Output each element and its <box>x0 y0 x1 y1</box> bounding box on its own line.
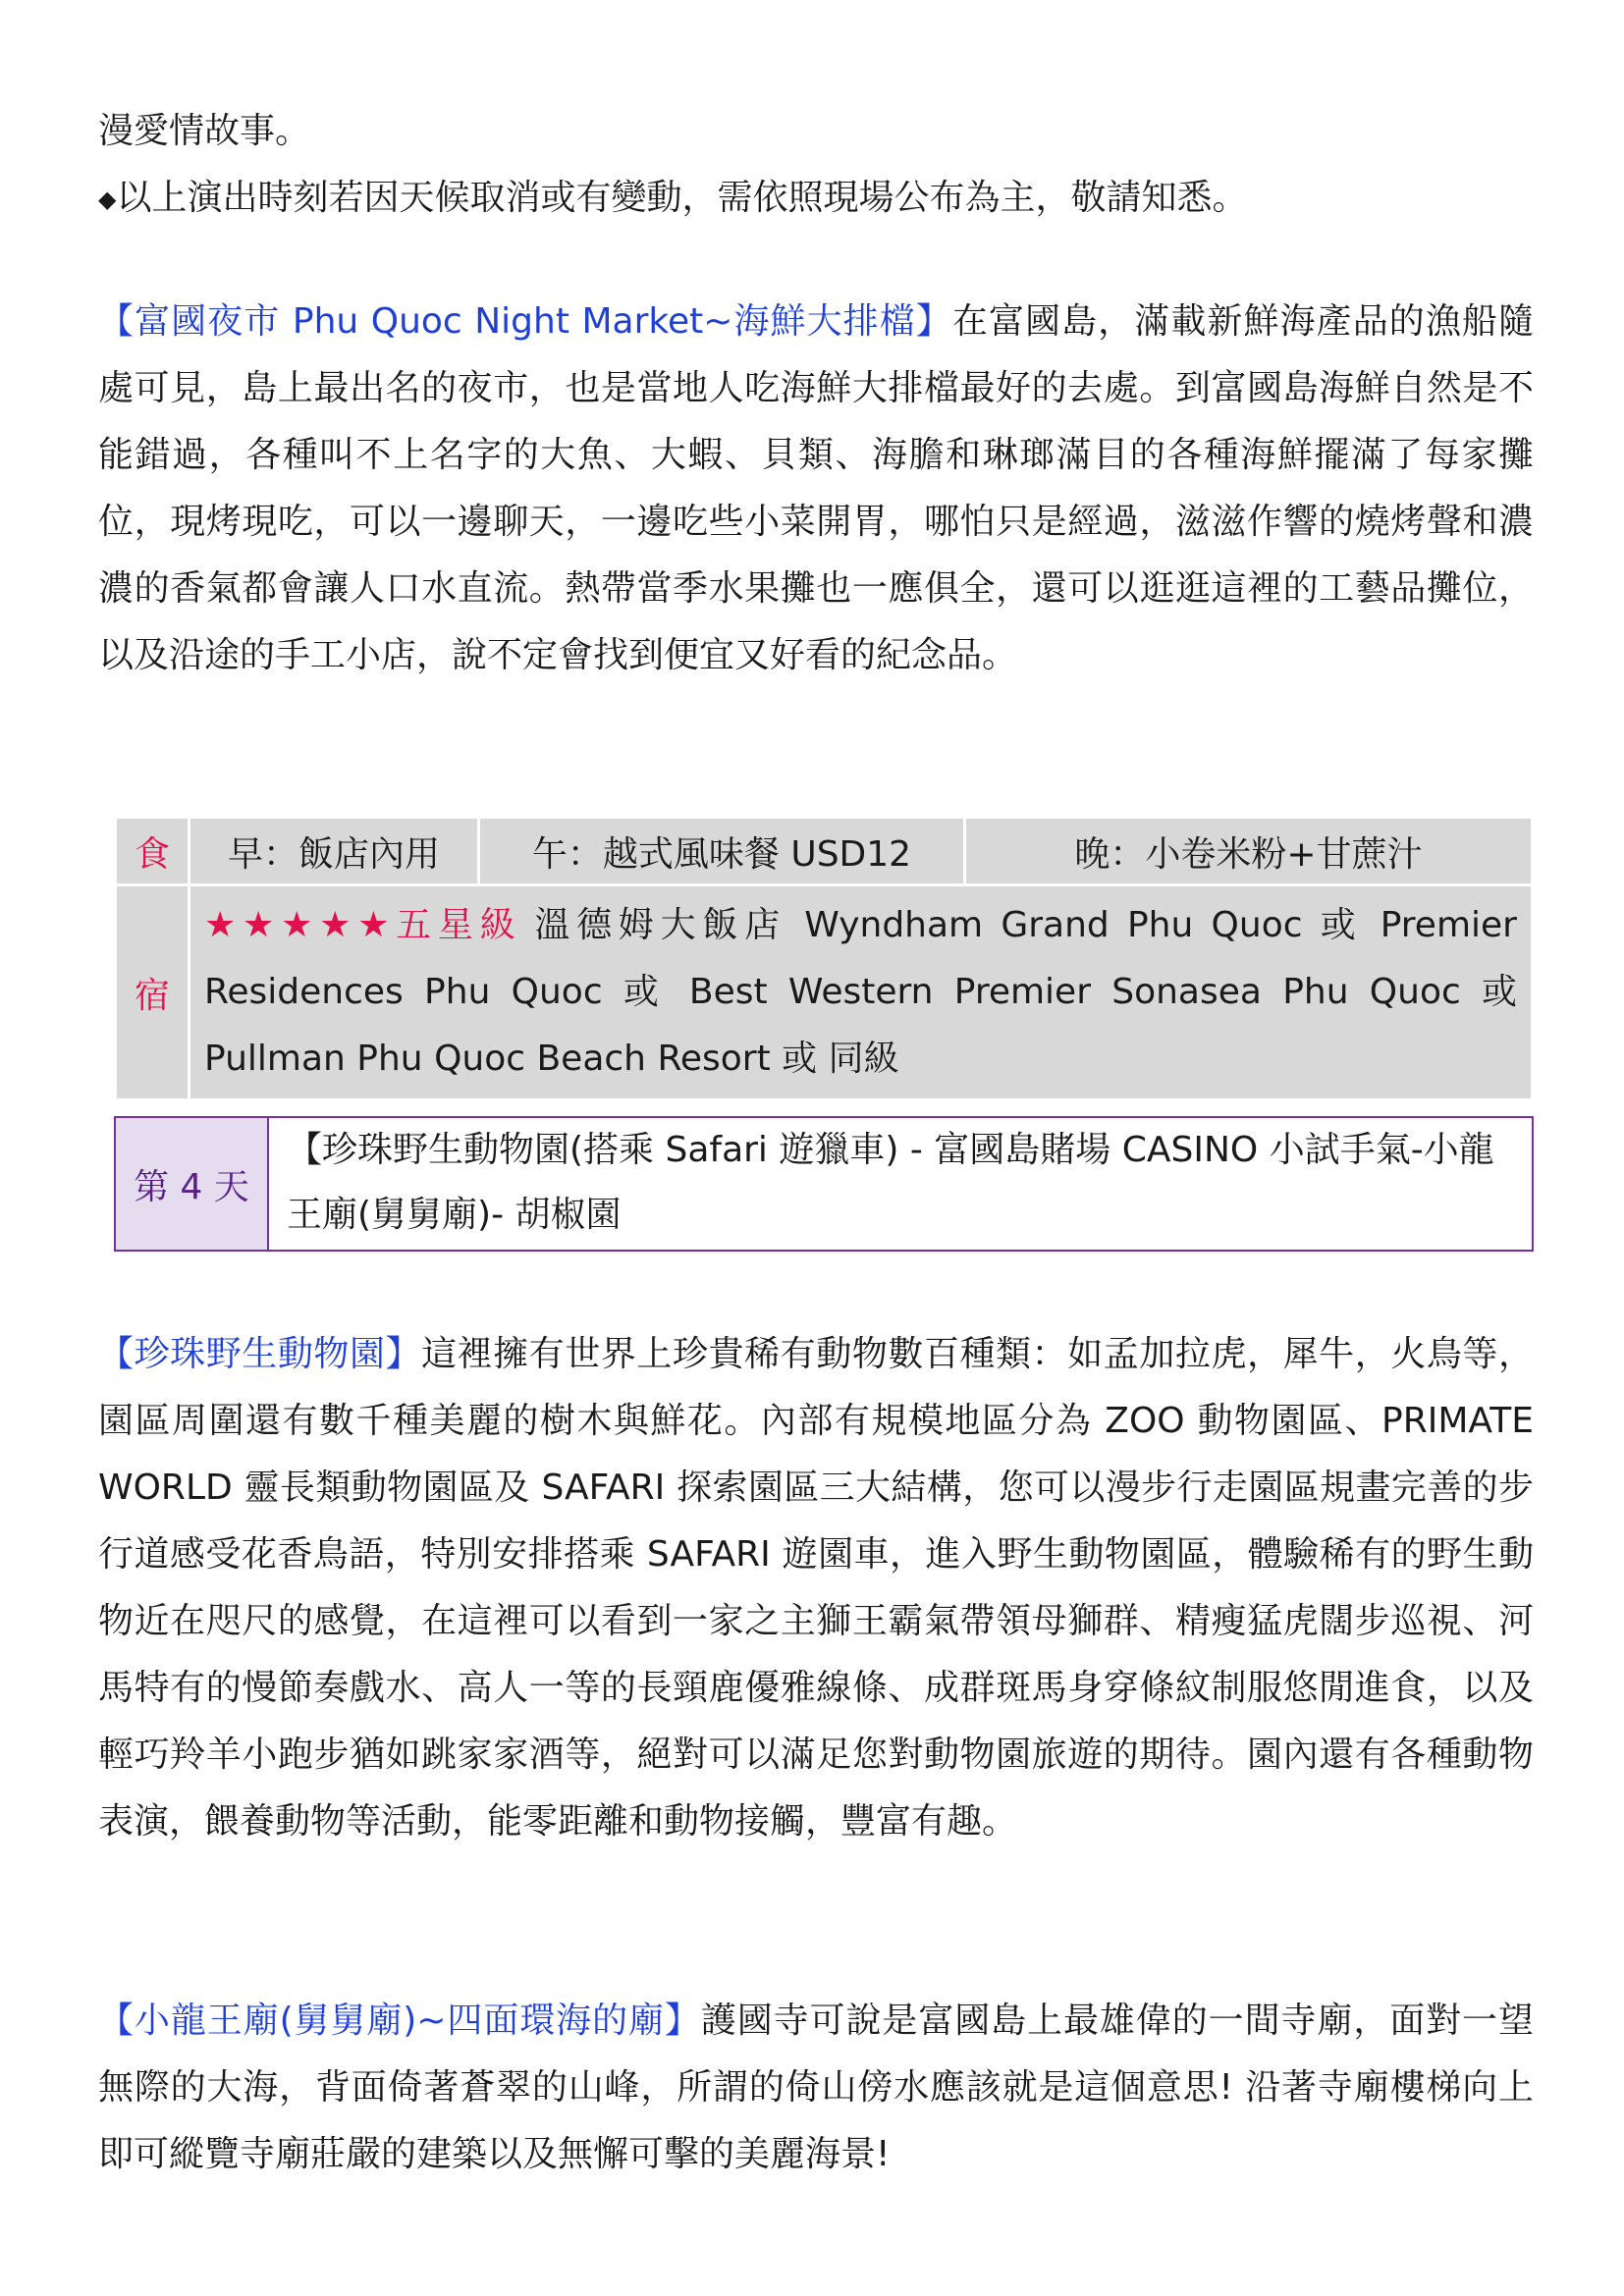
hotel-label: 宿 <box>117 886 188 1098</box>
notice-line: ◆以上演出時刻若因天候取消或有變動，需依照現場公布為主，敬請知悉。 <box>98 178 1248 218</box>
meals-label: 食 <box>117 819 188 883</box>
day-header <box>114 1116 1534 1252</box>
intro-section <box>98 98 1534 233</box>
hotel-cell <box>190 886 1531 1098</box>
safari-paragraph <box>98 1321 1534 1855</box>
star-rating: ★★★★★五星級 <box>204 905 522 945</box>
hotel-text: 溫德姆大飯店 Wyndham Grand Phu Quoc 或 Premier Residences Phu Quoc 或 Best Western Premier Sonasea Phu Quoc 或 Pullman Phu Quoc Beach Resort 或 同級 <box>204 905 1517 1079</box>
night-market-title: 【富國夜市 Phu Quoc Night Market~海鮮大排檔】 <box>98 301 952 342</box>
bullet-icon: ◆ <box>98 186 117 213</box>
dinner-cell: 晚：小卷米粉+甘蔗汁 <box>966 819 1531 883</box>
safari-title: 【珍珠野生動物園】 <box>98 1334 422 1374</box>
temple-paragraph <box>98 1988 1534 2188</box>
safari-body: 這裡擁有世界上珍貴稀有動物數百種類：如孟加拉虎，犀牛，火鳥等，園區周圍還有數千種美麗的樹木與鮮花。內部有規模地區分為 ZOO 動物園區、PRIMATE WORLD 靈長類動物園區及 SAFARI 探索園區三大結構，您可以漫步行走園區規畫完善的步行道感受花香鳥語，特別安排搭乘 SAFARI 遊園車，進入野生動物園區，體驗稀有的野生動物近在咫尺的感覺，在這裡可以看到一家之主獅王霸氣帶領母獅群、精瘦猛虎闊步巡視、河馬特有的慢節奏戲水、高人一等的長頸鹿優雅線條、成群斑馬身穿條紋制服悠閒進食，以及輕巧羚羊小跑步猶如跳家家酒等，絕對可以滿足您對動物園旅遊的期待。園內還有各種動物表演，餵養動物等活動，能零距離和動物接觸，豐富有趣。 <box>98 1334 1534 1842</box>
night-market-body: 在富國島，滿載新鮮海產品的漁船隨處可見，島上最出名的夜市，也是當地人吃海鮮大排檔最好的去處。到富國島海鮮自然是不能錯過，各種叫不上名字的大魚、大蝦、貝類、海膽和琳瑯滿目的各種海鮮擺滿了每家攤位，現烤現吃，可以一邊聊天，一邊吃些小菜開胃，哪怕只是經過，滋滋作響的燒烤聲和濃濃的香氣都會讓人口水直流。熱帶當季水果攤也一應俱全，還可以逛逛這裡的工藝品攤位，以及沿途的手工小店，說不定會找到便宜又好看的紀念品。 <box>98 301 1534 675</box>
day-title: 【珍珠野生動物園(搭乘 Safari 遊獵車) - 富國島賭場 CASINO 小試手氣-小龍王廟(舅舅廟)- 胡椒園 <box>287 1130 1494 1235</box>
intro-line: 漫愛情故事。 <box>98 111 311 151</box>
temple-title: 【小龍王廟(舅舅廟)~四面環海的廟】 <box>98 2001 701 2041</box>
night-market-paragraph <box>98 289 1534 689</box>
meals-hotel-table <box>114 816 1534 1101</box>
lunch-cell: 午：越式風味餐 USD12 <box>480 819 963 883</box>
day-label: 第 4 天 <box>116 1118 269 1250</box>
temple-body: 護國寺可說是富國島上最雄偉的一間寺廟，面對一望無際的大海，背面倚著蒼翠的山峰，所謂的倚山傍水應該就是這個意思! 沿著寺廟樓梯向上即可縱覽寺廟莊嚴的建築以及無懈可擊的美麗海景! <box>98 2001 1534 2174</box>
meals-row <box>117 819 1531 883</box>
breakfast-cell: 早：飯店內用 <box>190 819 477 883</box>
hotel-row <box>117 886 1531 1098</box>
